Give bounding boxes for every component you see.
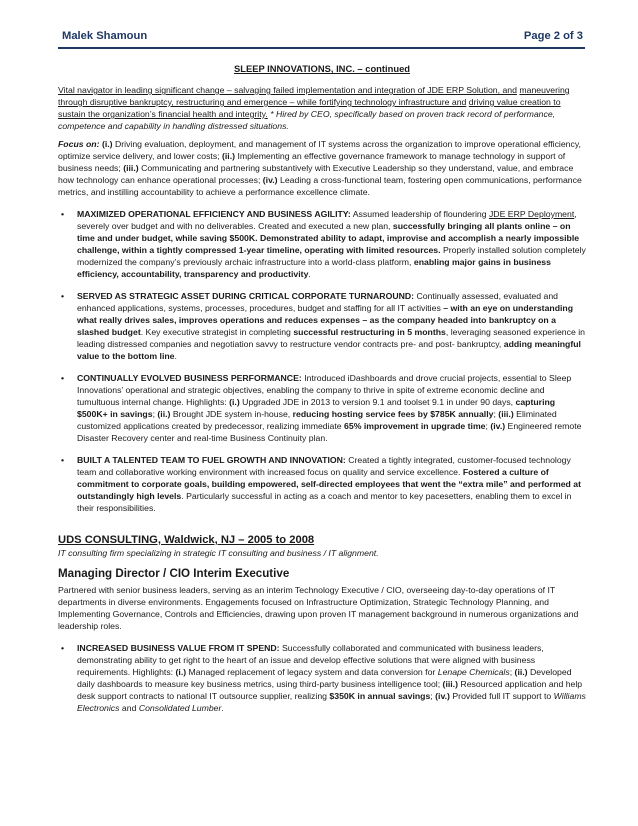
- bullet-run: and: [119, 703, 139, 713]
- bullet-bold-run: capturing $500K+ in savings: [77, 397, 556, 419]
- intro-line-3: driving value creation to sustain the organization’s financial health and integrity.: [58, 97, 561, 119]
- header-rule: [58, 47, 585, 49]
- bullet-run: Managed replacement of legacy system and data conversion for: [186, 667, 438, 677]
- candidate-name: Malek Shamoun: [62, 30, 148, 42]
- bullet-run: Successfully collaborated and communicated with business leaders, demonstrating ability to get right to the heart of an issue and develop effective solutions that were aligned with business requirements. Highlights:: [77, 643, 544, 677]
- bullet-text: [77, 372, 586, 444]
- bullet-marker: (iv.): [435, 691, 450, 701]
- focus-label: Focus on:: [58, 139, 100, 149]
- focus-marker-iv: (iv.): [262, 175, 278, 185]
- bullet-marker: (iv.): [490, 421, 506, 431]
- bullet-bold-run: – with an eye on understanding what really drives sales, improves operations and reduces expenses – as the company headed into bankruptcy on a slashed budget: [77, 303, 574, 337]
- focus-text-4: Leading a cross-functional team, fostering open communications, performance metrics, and instilling accountability to achieve a performance excellence climate.: [58, 175, 582, 197]
- bullet-run: Continually assessed, evaluated and enhanced applications, systems, processes, procedures, budget and staffing for all IT activities: [77, 291, 558, 313]
- bullet-heading: BUILT A TALENTED TEAM TO FUEL GROWTH AND INNOVATION:: [77, 455, 346, 465]
- bullet-heading: CONTINUALLY EVOLVED BUSINESS PERFORMANCE:: [77, 373, 302, 383]
- focus-marker-iii: (iii.): [123, 163, 139, 173]
- intro-line-1: Vital navigator in leading significant change – salvaging failed implementation and integration of JDE ERP Solution, and: [58, 85, 517, 95]
- page-header: [62, 30, 583, 46]
- focus-marker-i: (i.): [101, 139, 113, 149]
- bullet-heading: INCREASED BUSINESS VALUE FROM IT SPEND:: [77, 643, 280, 653]
- bullet-text: [77, 290, 586, 362]
- bullet-run: ;: [485, 421, 491, 431]
- bullet-marker: (iii.): [442, 679, 458, 689]
- bullet-run: Assumed leadership of floundering: [350, 209, 489, 219]
- bullet-run: ;: [152, 409, 158, 419]
- bullet-marker: (ii.): [157, 409, 171, 419]
- focus-text-3: Communicating and partnering substantively with Executive Leadership so they understand, value, and embrace how technology can enhance operational processes;: [58, 163, 574, 185]
- role-title: Managing Director / CIO Interim Executive: [58, 567, 290, 580]
- bullet-performance: [58, 372, 586, 444]
- bullet-run: .: [308, 269, 311, 279]
- bullet-it-spend: [58, 642, 586, 714]
- bullet-team: [58, 454, 586, 514]
- bullet-run: Resourced application and help desk support contracts to national IT outsource supplier, realizing: [77, 679, 583, 701]
- bullet-marker: (i.): [229, 397, 240, 407]
- client-name: Consolidated Lumber: [138, 703, 222, 713]
- bullet-text: [77, 208, 586, 280]
- jde-erp-deployment-text: JDE ERP Deployment: [488, 209, 575, 219]
- bullet-run: ;: [430, 691, 436, 701]
- bullet-bold-run: 65% improvement in upgrade time: [344, 421, 486, 431]
- client-name: Williams Electronics: [77, 691, 586, 713]
- bullet-run: Engineered remote Disaster Recovery center and real-time Business Continuity plan.: [77, 421, 582, 443]
- bullet-run: , severely over budget and with no deliverables. Created and executed a new plan,: [77, 209, 577, 231]
- bullet-run: Brought JDE system in-house,: [170, 409, 293, 419]
- section-title: SLEEP INNOVATIONS, INC. – continued: [233, 63, 411, 74]
- bullet-bold-run: Fostered a culture of commitment to corporate goals, building empowered, self-directed employees that went the “extra mile” and performed at outstandingly high levels: [77, 467, 581, 501]
- bullet-run: ;: [509, 667, 515, 677]
- client-name: Lenape Chemicals: [437, 667, 510, 677]
- bullet-run: , leveraging seasoned experience in leading distressed companies and negotiation savvy to restructure vendor contracts pre- and post- bankruptcy,: [77, 327, 585, 349]
- focus-marker-ii: (ii.): [222, 151, 236, 161]
- bullet-bold-run: $350K in annual savings: [329, 691, 431, 701]
- resume-content: [58, 63, 586, 714]
- intro-paragraph: [58, 84, 586, 132]
- bullet-dot: •: [61, 291, 65, 301]
- focus-paragraph: [58, 138, 586, 198]
- bullet-heading: SERVED AS STRATEGIC ASSET DURING CRITICAL CORPORATE TURNAROUND:: [77, 291, 415, 301]
- bullet-dot: •: [61, 373, 65, 383]
- bullet-bold-run: reducing hosting service fees by $785K annually: [292, 409, 494, 419]
- bullet-marker: (i.): [175, 667, 187, 677]
- company-description: IT consulting firm specializing in strategic IT consulting and business / IT alignment.: [58, 548, 379, 558]
- page-number: Page 2 of 3: [523, 30, 583, 42]
- company-heading: UDS CONSULTING, Waldwick, NJ – 2005 to 2008: [58, 534, 315, 546]
- bullet-bold-run: enabling major gains in business efficiency, accountability, transparency and productivity: [77, 257, 551, 279]
- bullet-bold-run: adding meaningful value to the bottom line: [77, 339, 581, 361]
- bullet-turnaround: [58, 290, 586, 362]
- bullet-dot: •: [61, 209, 65, 219]
- bullet-run: .: [174, 351, 177, 361]
- intro-note: * Hired by CEO, specifically based on proven track record of performance, competence and capability in handling distressed situations.: [58, 109, 556, 131]
- bullet-marker: (iii.): [498, 409, 514, 419]
- bullet-bold-run: successful restructuring in 5 months: [293, 327, 446, 337]
- bullet-marker: (ii.): [514, 667, 528, 677]
- focus-text-2: Implementing an effective governance framework to manage technology in support of business needs;: [58, 151, 566, 173]
- bullet-run: ;: [493, 409, 499, 419]
- bullet-run: Developed daily dashboards to measure key business metrics, using third-party business intelligence tool;: [77, 667, 572, 689]
- bullet-text: [77, 642, 586, 714]
- role-description: Partnered with senior business leaders, serving as an interim Technology Executive / CIO, overseeing day-to-day operations of IT departments in diverse environments. Engagements focused on Infrastructure Optimization, Strategic Technology Planning, and Implementing Governance, Controls and Efficiencies, drawing upon proven IT management background in numerous organizations and leadership roles.: [58, 585, 579, 631]
- bullet-dot: •: [61, 643, 65, 653]
- bullet-run: Created a tightly integrated, customer-focused technology team and collaborative working environment with increased focus on quality and service excellence.: [77, 455, 571, 477]
- bullet-run: Upgraded JDE in 2013 to version 9.1 and toolset 9.1 in under 90 days,: [239, 397, 516, 407]
- bullet-bold-run: successfully bringing all plants online – on time and under budget, while saving $500K. Demonstrated ability to adapt, improvise and accomplish a nearly impossible challenge, within a tightly compressed 1-year timeline, operating with limited resources.: [77, 221, 580, 255]
- bullet-run: Provided full IT support to: [449, 691, 554, 701]
- bullet-run: Eliminated customized applications created by predecessor, realizing immediate: [77, 409, 557, 431]
- bullet-text: [77, 454, 586, 514]
- bullet-run: .: [221, 703, 224, 713]
- bullet-run: Properly installed solution completely modernized the company’s previously archaic infrastructure into a world-class platform,: [77, 245, 586, 267]
- bullet-dot: •: [61, 455, 65, 465]
- bullet-run: . Particularly successful in acting as a coach and mentor to key pacesetters, enabling them to excel in their responsibilities.: [77, 491, 572, 513]
- bullet-run: . Key executive strategist in completing: [140, 327, 294, 337]
- bullet-efficiency: [58, 208, 586, 280]
- focus-text-1: Driving evaluation, deployment, and management of IT systems across the organization to improve operational efficiency, optimize service delivery, and lower costs;: [58, 139, 581, 161]
- bullet-heading: MAXIMIZED OPERATIONAL EFFICIENCY AND BUSINESS AGILITY:: [77, 209, 351, 219]
- bullet-run: Introduced iDashboards and drove crucial projects, essential to Sleep Innovations’ operational and strategic objectives, enabling the company to thrive in spite of extreme economic decline and tumultuous internal change. Highlights:: [77, 373, 572, 407]
- intro-line-2: maneuvering through disruptive bankruptcy, restructuring and emergence – while fortifying technology infrastructure and: [58, 85, 570, 107]
